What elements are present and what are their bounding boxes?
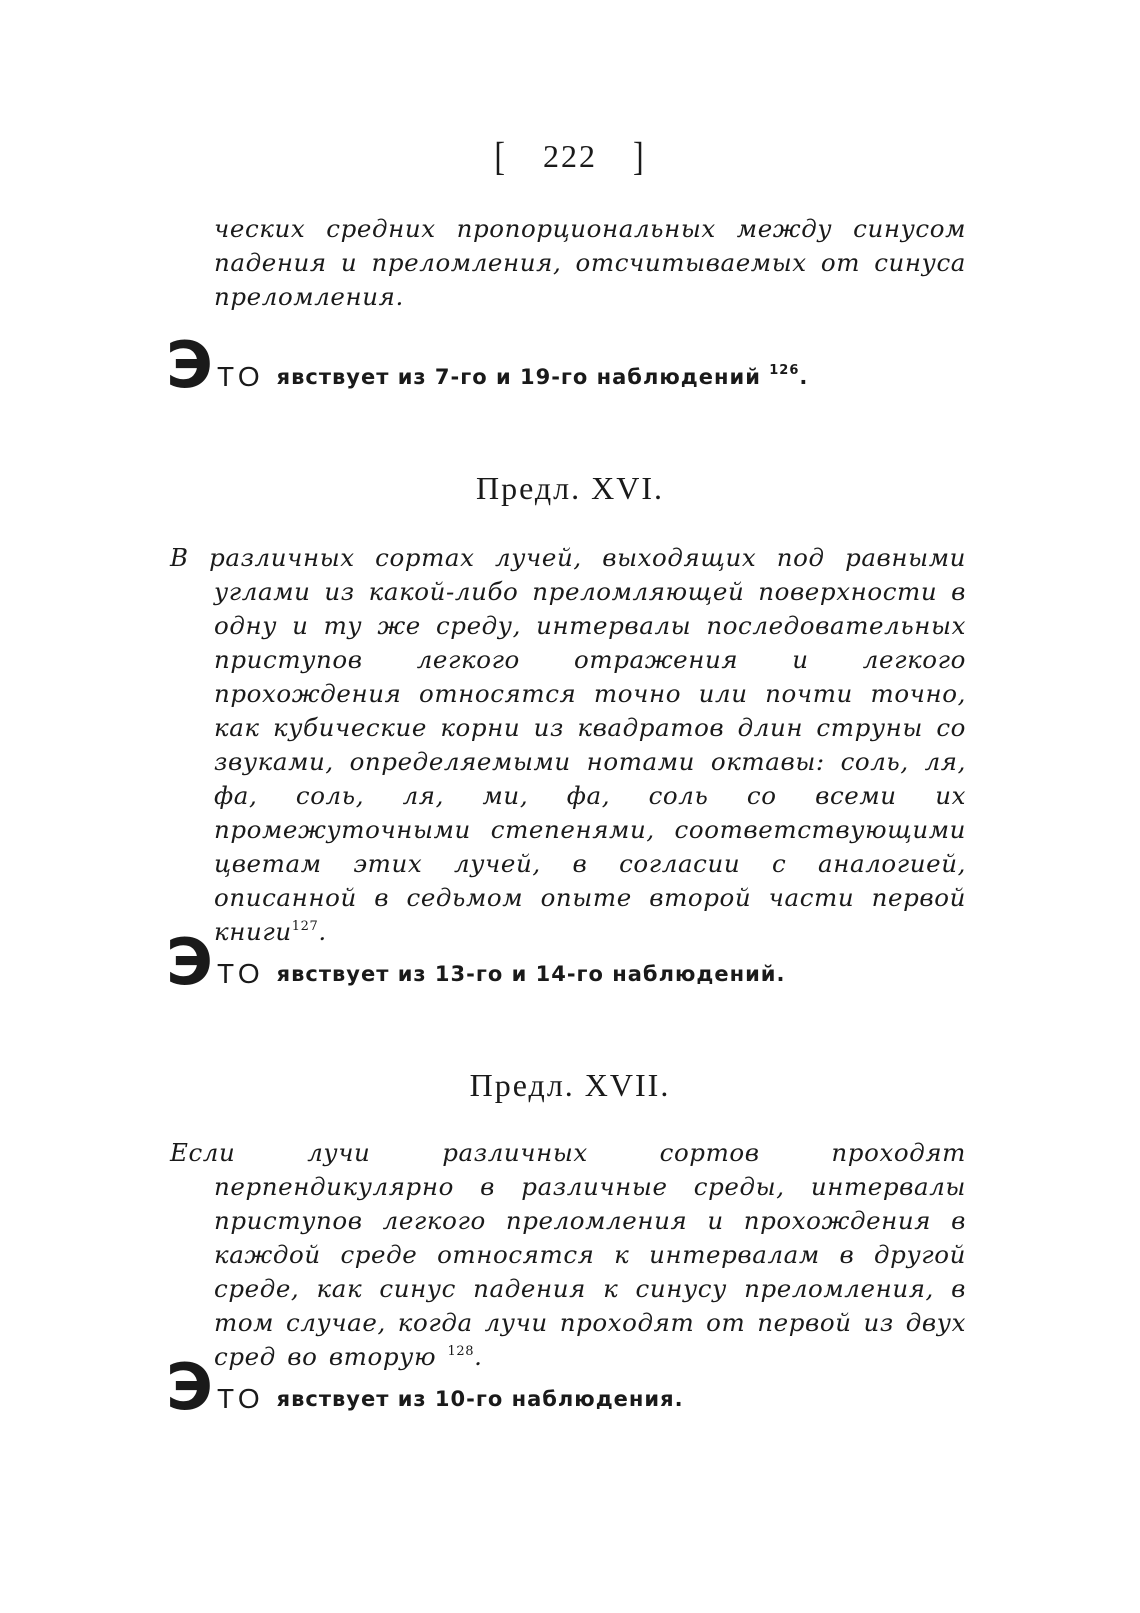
proposition-heading-xvi: Предл. XVI. xyxy=(475,470,664,506)
proposition-xvii-body: Если лучи различных сортов проходят перпендикулярно в различные среды, интервалы приступов легкого преломления и прохождения в каждой среде относятся к интервалам в другой среде, как синус падения к синусу преломления, в том случае, когда лучи проходят от первой из двух сред во вторую xyxy=(170,1138,966,1371)
proof-lead: ТО xyxy=(216,958,265,989)
page-number xyxy=(0,133,1140,179)
proof-text: явствует из 13-го и 14-го наблюдений. xyxy=(276,962,786,986)
bracket-open: [ xyxy=(494,133,507,179)
proof-text-body: явствует из 7-го и 19-го наблюдений xyxy=(276,365,761,389)
footnote-ref: 127 xyxy=(291,919,319,934)
drop-cap: Э xyxy=(166,926,213,1000)
page-number-value: 222 xyxy=(543,138,597,174)
bracket-close: ] xyxy=(633,133,646,179)
proposition-xvii-text xyxy=(170,1136,966,1374)
drop-cap: Э xyxy=(166,329,213,403)
proof-end: . xyxy=(799,365,809,389)
footnote-ref: 126 xyxy=(769,363,800,378)
drop-cap: Э xyxy=(166,1351,213,1425)
proof-text: явствует из 10-го наблюдения. xyxy=(276,1387,684,1411)
continuation-paragraph xyxy=(214,212,966,314)
proposition-end: . xyxy=(474,1342,483,1371)
footnote-ref: 128 xyxy=(447,1344,475,1359)
proposition-end: . xyxy=(318,917,327,946)
proposition-xvi-body: В различных сортах лучей, выходящих под равными углами из какой-либо преломляющей поверхности в одну и ту же среду, интервалы последовательных приступов легкого отражения и легкого прохождения относятся точно или почти точно, как кубические корни из квадратов длин струны со звуками, определяемыми нотами октавы: соль, ля, фа, соль, ля, ми, фа, соль со всеми их промежуточными степенями, соответствующими цветам этих лучей, в согласии с аналогией, описанной в седьмом опыте второй части первой книги xyxy=(170,543,966,946)
proof-lead: ТО xyxy=(216,361,265,392)
proof-lead: ТО xyxy=(216,1383,265,1414)
proof-paragraph-1 xyxy=(166,329,966,403)
continuation-text: ческих средних пропорциональных между синусом падения и преломления, отсчитываемых от синуса преломления. xyxy=(214,214,966,311)
proposition-xvi-text xyxy=(170,541,966,949)
proof-text xyxy=(277,360,809,394)
proposition-heading-xvii: Предл. XVII. xyxy=(469,1067,671,1103)
